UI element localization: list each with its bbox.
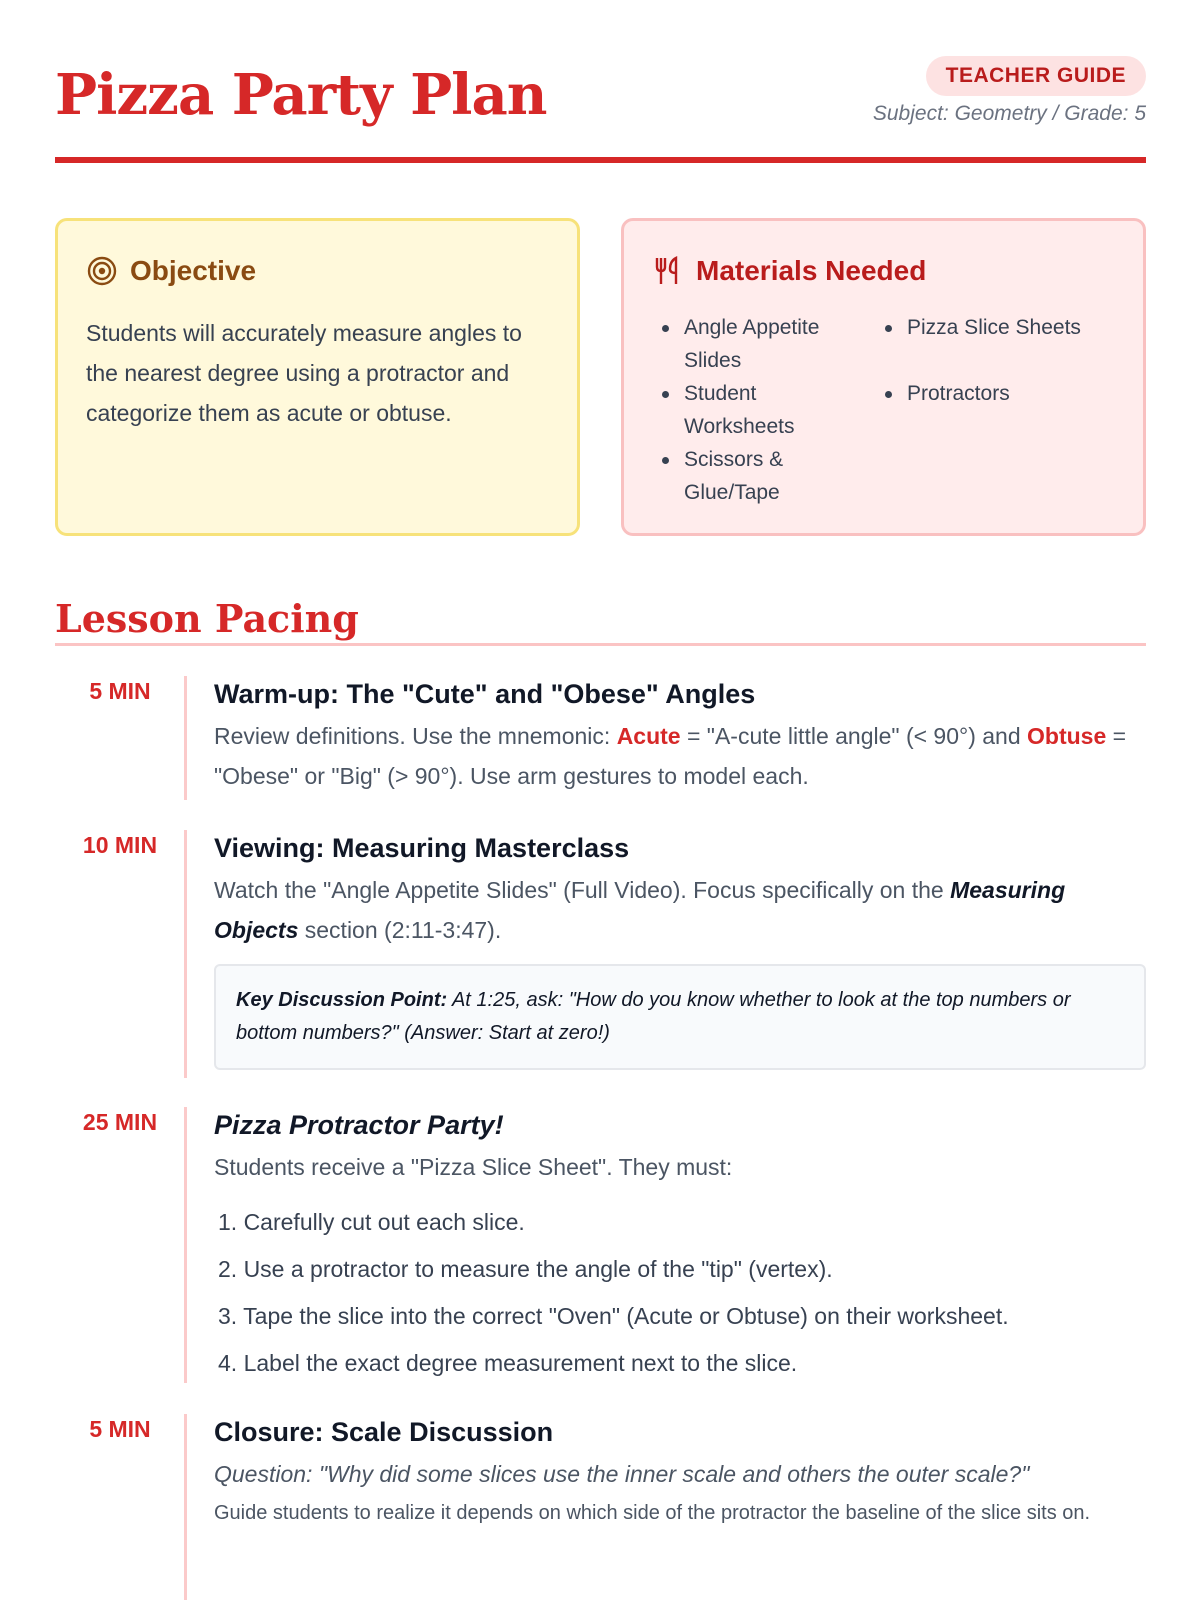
acute-term: Acute xyxy=(616,723,681,749)
list-item: 3. Tape the slice into the correct "Oven" (Acute or Obtuse) on their worksheet. xyxy=(218,1303,1009,1329)
teacher-guide-badge: TEACHER GUIDE xyxy=(926,56,1146,96)
timeline-line xyxy=(184,830,187,1078)
list-item: Scissors & Glue/Tape xyxy=(654,443,854,509)
block-content xyxy=(214,676,1146,796)
closure-question: Question: "Why did some slices use the inner scale and others the outer scale?" xyxy=(214,1461,1030,1487)
measuring-objects-term: Measuring Objects xyxy=(214,877,1066,943)
objective-heading xyxy=(86,255,256,287)
duration-label: 5 MIN xyxy=(89,1416,151,1442)
lesson-plan-page xyxy=(55,0,1146,1600)
obtuse-term: Obtuse xyxy=(1027,723,1107,749)
step-title: Closure: Scale Discussion xyxy=(214,1417,554,1447)
callout-text: At 1:25, ask: "How do you know whether to look at the top numbers or bottom numbers?" (Answer: Start at zero!) xyxy=(236,989,1071,1044)
pacing-block-warmup xyxy=(55,676,1146,806)
pacing-block-viewing xyxy=(55,830,1146,1080)
step-description: Watch the "Angle Appetite Slides" (Full Video). Focus specifically on the Measuring Objects section (2:11-3:47). xyxy=(214,877,1066,943)
timeline-line xyxy=(184,676,187,800)
page-title: Pizza Party Plan xyxy=(55,62,547,128)
section-divider xyxy=(55,643,1146,646)
step-title: Viewing: Measuring Masterclass xyxy=(214,833,630,863)
subject-grade: Subject: Geometry / Grade: 5 xyxy=(872,102,1146,125)
list-item: Pizza Slice Sheets xyxy=(877,311,1117,344)
list-item: Angle Appetite Slides xyxy=(654,311,854,377)
objective-title: Objective xyxy=(130,255,257,286)
step-description: Students receive a "Pizza Slice Sheet". They must: xyxy=(214,1154,733,1180)
block-content xyxy=(214,1414,1146,1529)
activity-steps xyxy=(214,1199,1146,1387)
block-content xyxy=(214,1107,1146,1387)
materials-card xyxy=(621,218,1146,536)
materials-title: Materials Needed xyxy=(696,255,927,286)
list-item: 1. Carefully cut out each slice. xyxy=(218,1209,525,1235)
header-divider xyxy=(55,157,1146,163)
objective-text: Students will accurately measure angles to the nearest degree using a protractor and categorize them as acute or obtuse. xyxy=(86,320,522,426)
target-icon xyxy=(86,255,118,287)
materials-heading xyxy=(652,255,926,287)
fork-knife-icon xyxy=(652,255,684,287)
step-title: Pizza Protractor Party! xyxy=(214,1110,504,1140)
duration-label: 5 MIN xyxy=(89,678,151,704)
callout-label: Key Discussion Point: xyxy=(236,989,448,1011)
step-title: Warm-up: The "Cute" and "Obese" Angles xyxy=(214,679,756,709)
materials-list-right xyxy=(877,311,1117,443)
duration-label: 10 MIN xyxy=(82,832,158,858)
discussion-callout xyxy=(214,964,1146,1070)
timeline-line xyxy=(184,1107,187,1383)
lesson-pacing-heading: Lesson Pacing xyxy=(55,596,359,641)
list-item: Student Worksheets xyxy=(654,377,854,443)
timeline-line xyxy=(184,1414,187,1600)
block-content xyxy=(214,830,1146,1070)
list-item: 2. Use a protractor to measure the angle of the "tip" (vertex). xyxy=(218,1256,833,1282)
closure-guide: Guide students to realize it depends on which side of the protractor the baseline of the slice sits on. xyxy=(214,1502,1091,1524)
list-item: 4. Label the exact degree measurement next to the slice. xyxy=(218,1350,798,1376)
materials-list-left xyxy=(654,311,854,509)
objective-card xyxy=(55,218,580,536)
step-description: Review definitions. Use the mnemonic: Acute = "A-cute little angle" (< 90°) and Obtuse = "Obese" or "Big" (> 90°). Use arm gestures to model each. xyxy=(214,723,1127,789)
header xyxy=(55,56,1146,166)
duration-label: 25 MIN xyxy=(82,1109,158,1135)
pacing-block-activity xyxy=(55,1107,1146,1387)
list-item: Protractors xyxy=(877,377,1117,410)
pacing-block-closure xyxy=(55,1414,1146,1600)
